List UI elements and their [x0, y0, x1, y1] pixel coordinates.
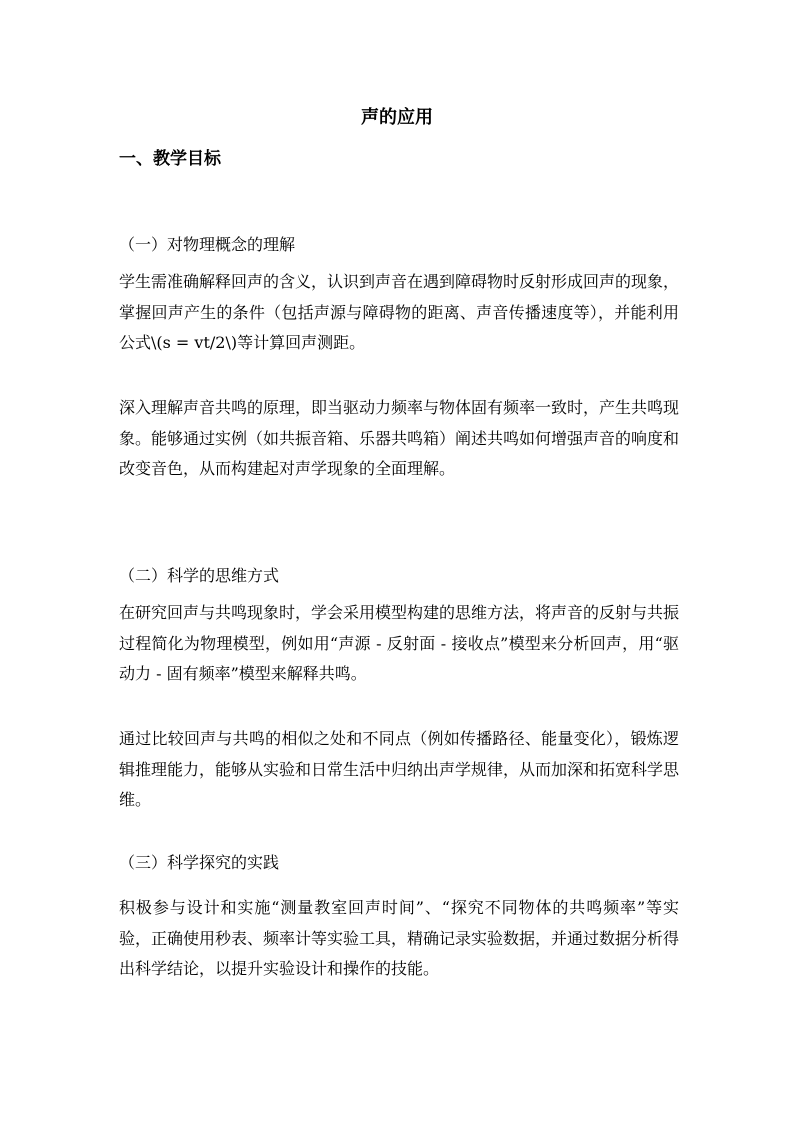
paragraph-resonance: 深入理解声音共鸣的原理，即当驱动力频率与物体固有频率一致时，产生共鸣现象。能够通过实例（如共振音箱、乐器共鸣箱）阐述共鸣如何增强声音的响度和改变音色，从而构建起对声学现象的全面理解。: [119, 398, 680, 478]
subsection-heading-thinking: （二）科学的思维方式: [119, 566, 280, 585]
paragraph-experiment: 积极参与设计和实施“测量教室回声时间”、“探究不同物体的共鸣频率”等实验，正确使用秒表、频率计等实验工具，精确记录实验数据，并通过数据分析得出科学结论，以提升实验设计和操作的技能。: [119, 898, 680, 978]
page-title: 声的应用: [361, 107, 433, 128]
paragraph-compare: 通过比较回声与共鸣的相似之处和不同点（例如传播路径、能量变化），锻炼逻辑推理能力，能够从实验和日常生活中归纳出声学规律，从而加深和拓宽科学思维。: [119, 729, 680, 809]
subsection-heading-inquiry: （三）科学探究的实践: [119, 853, 280, 872]
subsection-heading-concepts: （一）对物理概念的理解: [119, 235, 296, 254]
paragraph-echo: 学生需准确解释回声的含义，认识到声音在遇到障碍物时反射形成回声的现象，掌握回声产生的条件（包括声源与障碍物的距离、声音传播速度等），并能利用公式\(s = vt/2\)等计算回声测距。: [119, 272, 680, 352]
section-heading: 一、教学目标: [119, 149, 221, 169]
paragraph-model: 在研究回声与共鸣现象时，学会采用模型构建的思维方法，将声音的反射与共振过程简化为物理模型，例如用“声源 - 反射面 - 接收点”模型来分析回声，用“驱动力 - 固有频率”模型来解释共鸣。: [119, 603, 680, 683]
